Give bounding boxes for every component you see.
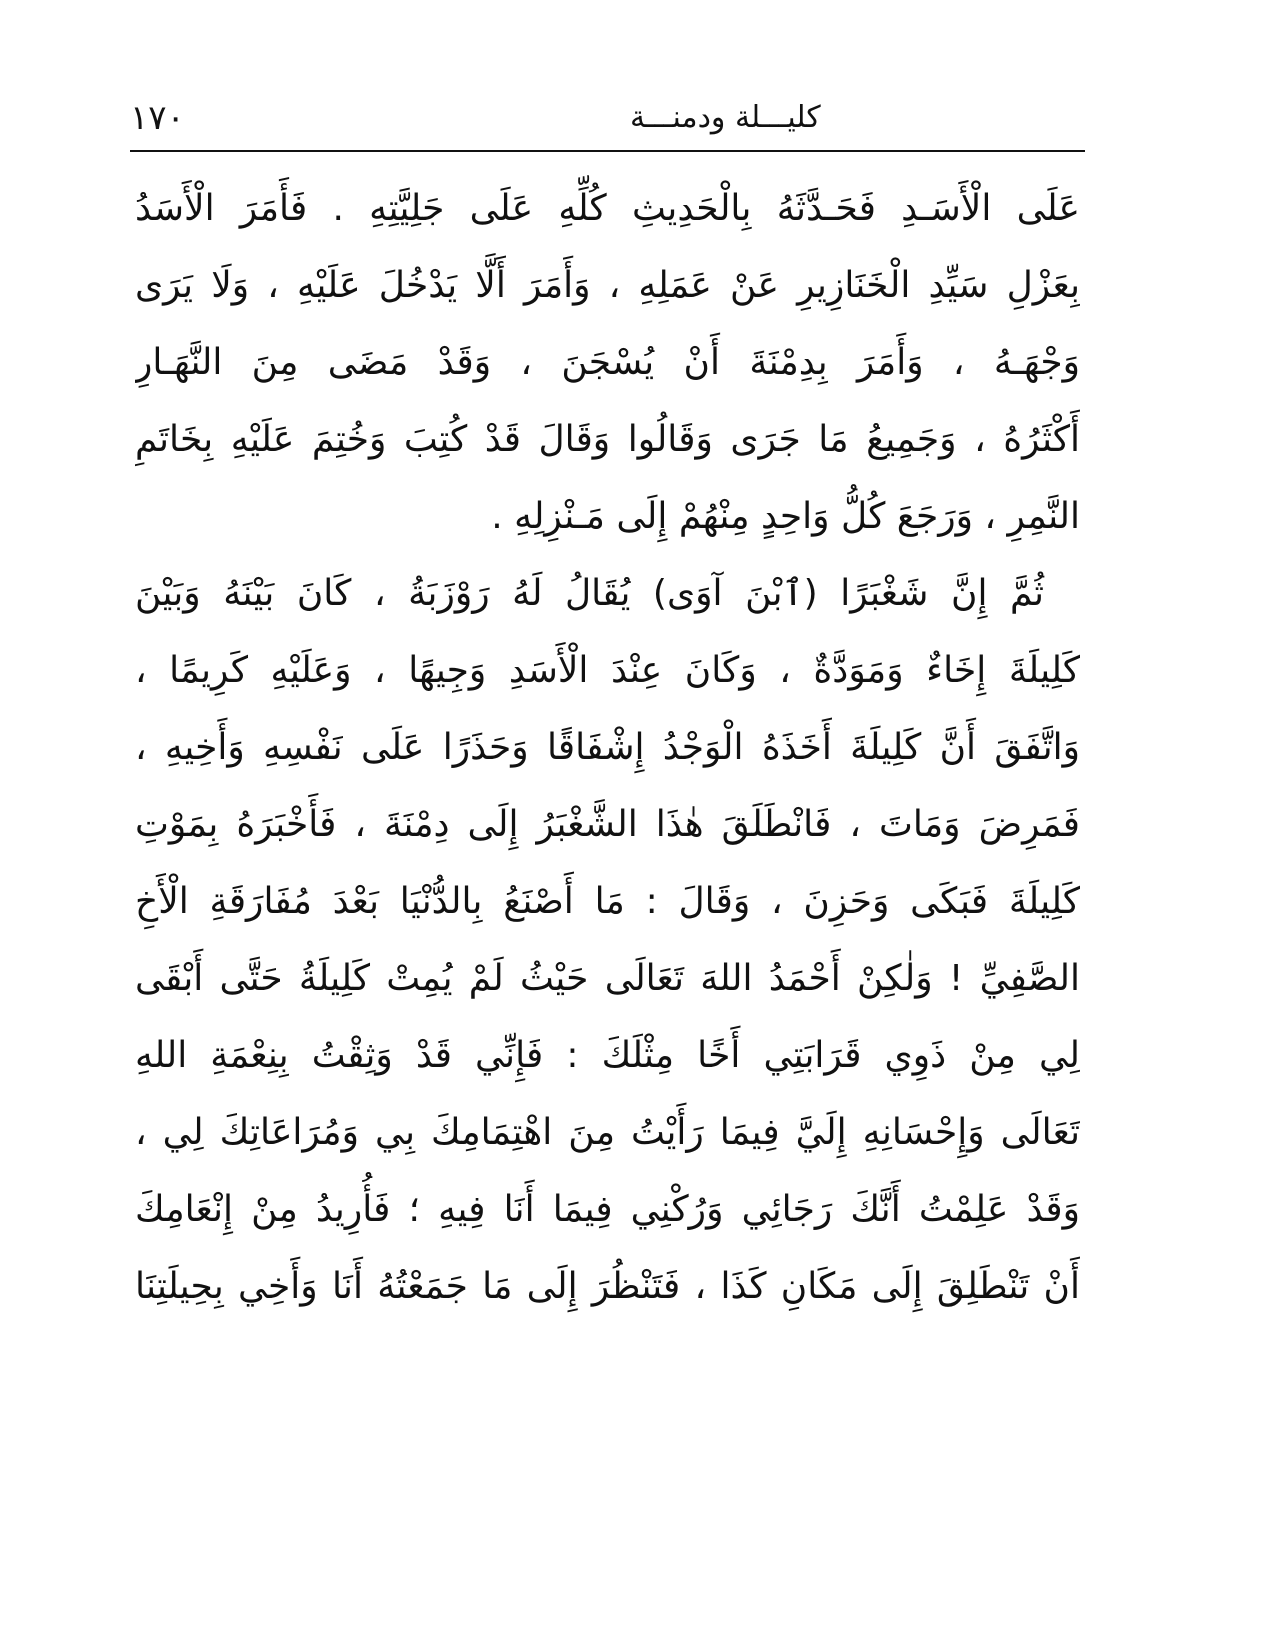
text-line: أَنْ تَنْطَلِقَ إِلَى مَكَانِ كَذَا ، فَتَنْظُرَ إِلَى مَا جَمَعْتُهُ أَنَا وَأَخِي بِحِيلَتِنَا bbox=[135, 1266, 1080, 1307]
text-line: وَاتَّفَقَ أَنَّ كَلِيلَةَ أَخَذَهُ الْوَجْدُ إِشْفَاقًا وَحَذَرًا عَلَى نَفْسِهِ وَأَخِيهِ ، bbox=[135, 727, 1080, 768]
text-line: وَقَدْ عَلِمْتُ أَنَّكَ رَجَائِي وَرُكْنِي فِيمَا أَنَا فِيهِ ؛ فَأُرِيدُ مِنْ إِنْعَامِكَ bbox=[135, 1189, 1080, 1230]
text-line: كَلِيلَةَ إِخَاءٌ وَمَوَدَّةٌ ، وَكَانَ عِنْدَ الْأَسَدِ وَجِيهًا ، وَعَلَيْهِ كَرِيمًا ، bbox=[135, 650, 1080, 691]
text-line: ثُمَّ إِنَّ شَغْبَرًا (ٱبْنَ آوَى) يُقَالُ لَهُ رَوْزَبَةُ ، كَانَ بَيْنَهُ وَبَيْنَ bbox=[135, 573, 1044, 614]
text-line: النَّمِرِ ، وَرَجَعَ كُلُّ وَاحِدٍ مِنْهُمْ إِلَى مَـنْزِلِهِ . bbox=[491, 496, 1080, 537]
paragraph-2 bbox=[135, 555, 1080, 1325]
page-number: ١٧٠ bbox=[130, 98, 185, 138]
body-text bbox=[135, 170, 1080, 1325]
text-line: عَلَى الْأَسَـدِ فَحَـدَّثَهُ بِالْحَدِيثِ كُلِّهِ عَلَى جَلِيَّتِهِ . فَأَمَرَ الْأَسَدُ bbox=[135, 188, 1080, 229]
page-header bbox=[130, 90, 1085, 146]
text-line: بِعَزْلِ سَيِّدِ الْخَنَازِيرِ عَنْ عَمَلِهِ ، وَأَمَرَ أَلَّا يَدْخُلَ عَلَيْهِ ، وَلَا يَرَى bbox=[135, 265, 1080, 306]
text-line: لِي مِنْ ذَوِي قَرَابَتِي أَخًا مِثْلَكَ : فَإِنِّي قَدْ وَثِقْتُ بِنِعْمَةِ اللهِ bbox=[135, 1035, 1080, 1076]
text-line: أَكْثَرُهُ ، وَجَمِيعُ مَا جَرَى وَقَالُوا وَقَالَ قَدْ كُتِبَ وَخُتِمَ عَلَيْهِ بِخَاتَمِ bbox=[135, 419, 1080, 460]
text-line: وَجْهَـهُ ، وَأَمَرَ بِدِمْنَةَ أَنْ يُسْجَنَ ، وَقَدْ مَضَى مِنَ النَّهَـارِ bbox=[135, 342, 1080, 383]
text-line: الصَّفِيِّ ! وَلٰكِنْ أَحْمَدُ اللهَ تَعَالَى حَيْثُ لَمْ يُمِتْ كَلِيلَةُ حَتَّى أَبْقَى bbox=[135, 958, 1080, 999]
running-title: كليـــلة ودمنـــة bbox=[630, 100, 821, 135]
header-divider bbox=[130, 150, 1085, 152]
paragraph-1 bbox=[135, 170, 1080, 555]
text-line: فَمَرِضَ وَمَاتَ ، فَانْطَلَقَ هٰذَا الشَّغْبَرُ إِلَى دِمْنَةَ ، فَأَخْبَرَهُ بِمَوْتِ bbox=[135, 804, 1080, 845]
text-line: تَعَالَى وَإِحْسَانِهِ إِلَيَّ فِيمَا رَأَيْتُ مِنَ اهْتِمَامِكَ بِي وَمُرَاعَاتِكَ لِي ، bbox=[135, 1112, 1080, 1153]
text-line: كَلِيلَةَ فَبَكَى وَحَزِنَ ، وَقَالَ : مَا أَصْنَعُ بِالدُّنْيَا بَعْدَ مُفَارَقَةِ الْأَخِ bbox=[135, 881, 1080, 922]
